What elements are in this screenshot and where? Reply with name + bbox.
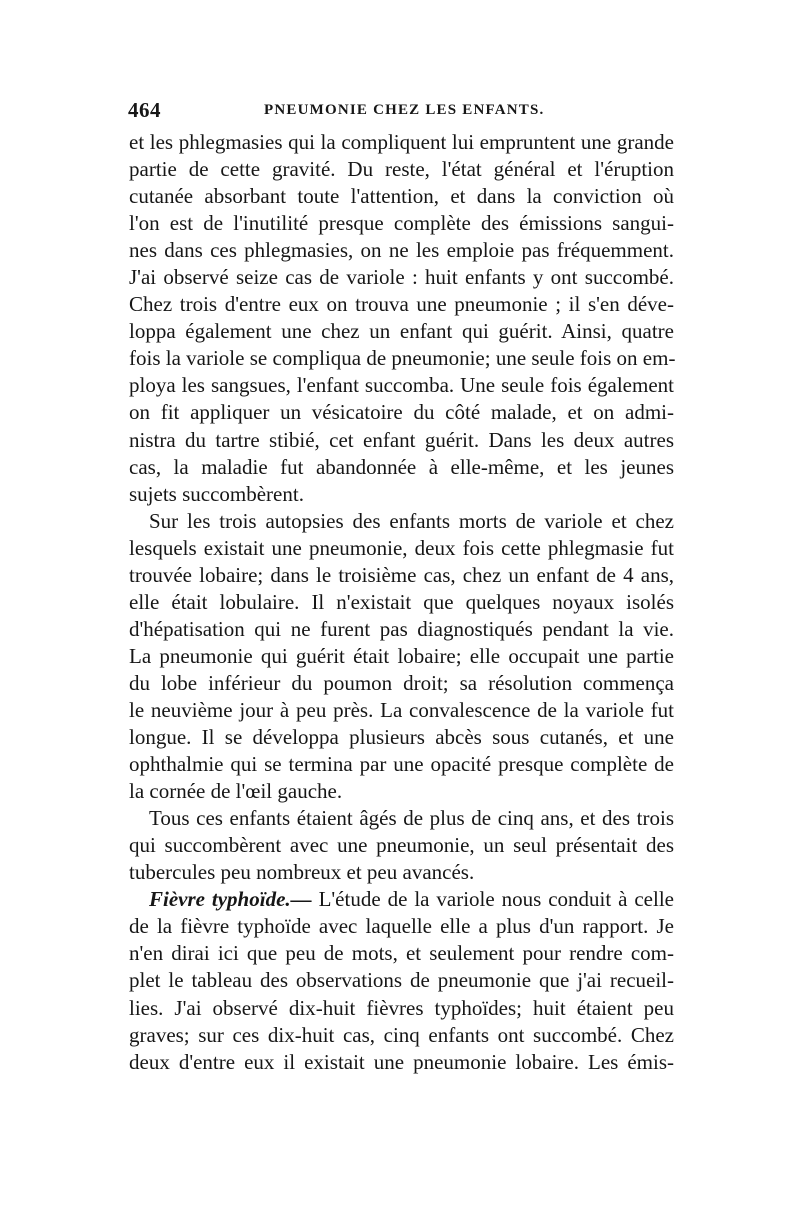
text-line: trouvée lobaire; dans le troisième cas, chez un enfant de 4 ans,: [129, 562, 674, 587]
text-line: on fit appliquer un vésicatoire du côté malade, et on admi-: [129, 400, 674, 425]
text-line: lies. J'ai observé dix-huit fièvres typhoïdes; huit étaient peu: [129, 995, 674, 1020]
text-line: nistra du tartre stibié, cet enfant guérit. Dans les deux autres: [129, 427, 674, 452]
text-line: tubercules peu nombreux et peu avancés.: [129, 860, 475, 885]
text-line: cutanée absorbant toute l'attention, et dans la conviction où: [129, 184, 674, 209]
text-line: loppa également une chez un enfant qui guérit. Ainsi, quatre: [129, 319, 674, 344]
text-line: ploya les sangsues, l'enfant succomba. Une seule fois également: [129, 373, 674, 398]
text-line: Tous ces enfants étaient âgés de plus de cinq ans, et des trois: [149, 806, 674, 831]
text-line-continuation: L'étude de la variole nous conduit à celle: [318, 887, 674, 912]
text-line: fois la variole se compliqua de pneumonie; une seule fois on em-: [129, 346, 676, 371]
text-line: longue. Il se développa plusieurs abcès sous cutanés, et une: [129, 725, 674, 750]
text-line: et les phlegmasies qui la compliquent lui empruntent une grande: [129, 130, 674, 154]
text-line: cas, la maladie fut abandonnée à elle-même, et les jeunes: [129, 454, 674, 479]
text-line: qui succombèrent avec une pneumonie, un seul présentait des: [129, 833, 674, 858]
text-line-with-heading: [129, 886, 674, 913]
body-text: [129, 129, 674, 1076]
running-head: PNEUMONIE CHEZ LES ENFANTS.: [264, 102, 545, 118]
text-line: deux d'entre eux il existait une pneumonie lobaire. Les émis-: [129, 1049, 674, 1074]
text-line: lesquels existait une pneumonie, deux fois cette phlegmasie fut: [129, 535, 674, 560]
text-line: n'en dirai ici que peu de mots, et seulement pour rendre com-: [129, 941, 674, 966]
section-heading: Fièvre typhoïde.—: [149, 887, 312, 912]
text-line: elle était lobulaire. Il n'existait que quelques noyaux isolés: [129, 589, 674, 614]
text-line: l'on est de l'inutilité presque complète des émissions sangui-: [129, 211, 674, 236]
text-line: nes dans ces phlegmasies, on ne les emploie pas fréquemment.: [129, 238, 674, 263]
text-line: sujets succombèrent.: [129, 481, 304, 506]
text-line: Sur les trois autopsies des enfants morts de variole et chez: [149, 508, 674, 533]
page-header: [128, 98, 673, 124]
text-line: ophthalmie qui se termina par une opacité presque complète de: [129, 752, 674, 777]
text-line: Chez trois d'entre eux on trouva une pneumonie ; il s'en déve-: [129, 292, 674, 317]
text-line: d'hépatisation qui ne furent pas diagnostiqués pendant la vie.: [129, 616, 674, 641]
text-line: plet le tableau des observations de pneumonie que j'ai recueil-: [129, 968, 674, 993]
text-line: La pneumonie qui guérit était lobaire; elle occupait une partie: [129, 643, 674, 668]
page-number: 464: [128, 98, 161, 122]
text-line: de la fièvre typhoïde avec laquelle elle a plus d'un rapport. Je: [129, 914, 674, 939]
text-line: partie de cette gravité. Du reste, l'état général et l'éruption: [129, 157, 674, 182]
text-line: la cornée de l'œil gauche.: [129, 779, 343, 804]
text-line: J'ai observé seize cas de variole : huit enfants y ont succombé.: [129, 265, 674, 290]
text-line: le neuvième jour à peu près. La convalescence de la variole fut: [129, 697, 674, 722]
text-line: du lobe inférieur du poumon droit; sa résolution commença: [129, 670, 674, 695]
text-line: graves; sur ces dix-huit cas, cinq enfants ont succombé. Chez: [129, 1022, 674, 1047]
